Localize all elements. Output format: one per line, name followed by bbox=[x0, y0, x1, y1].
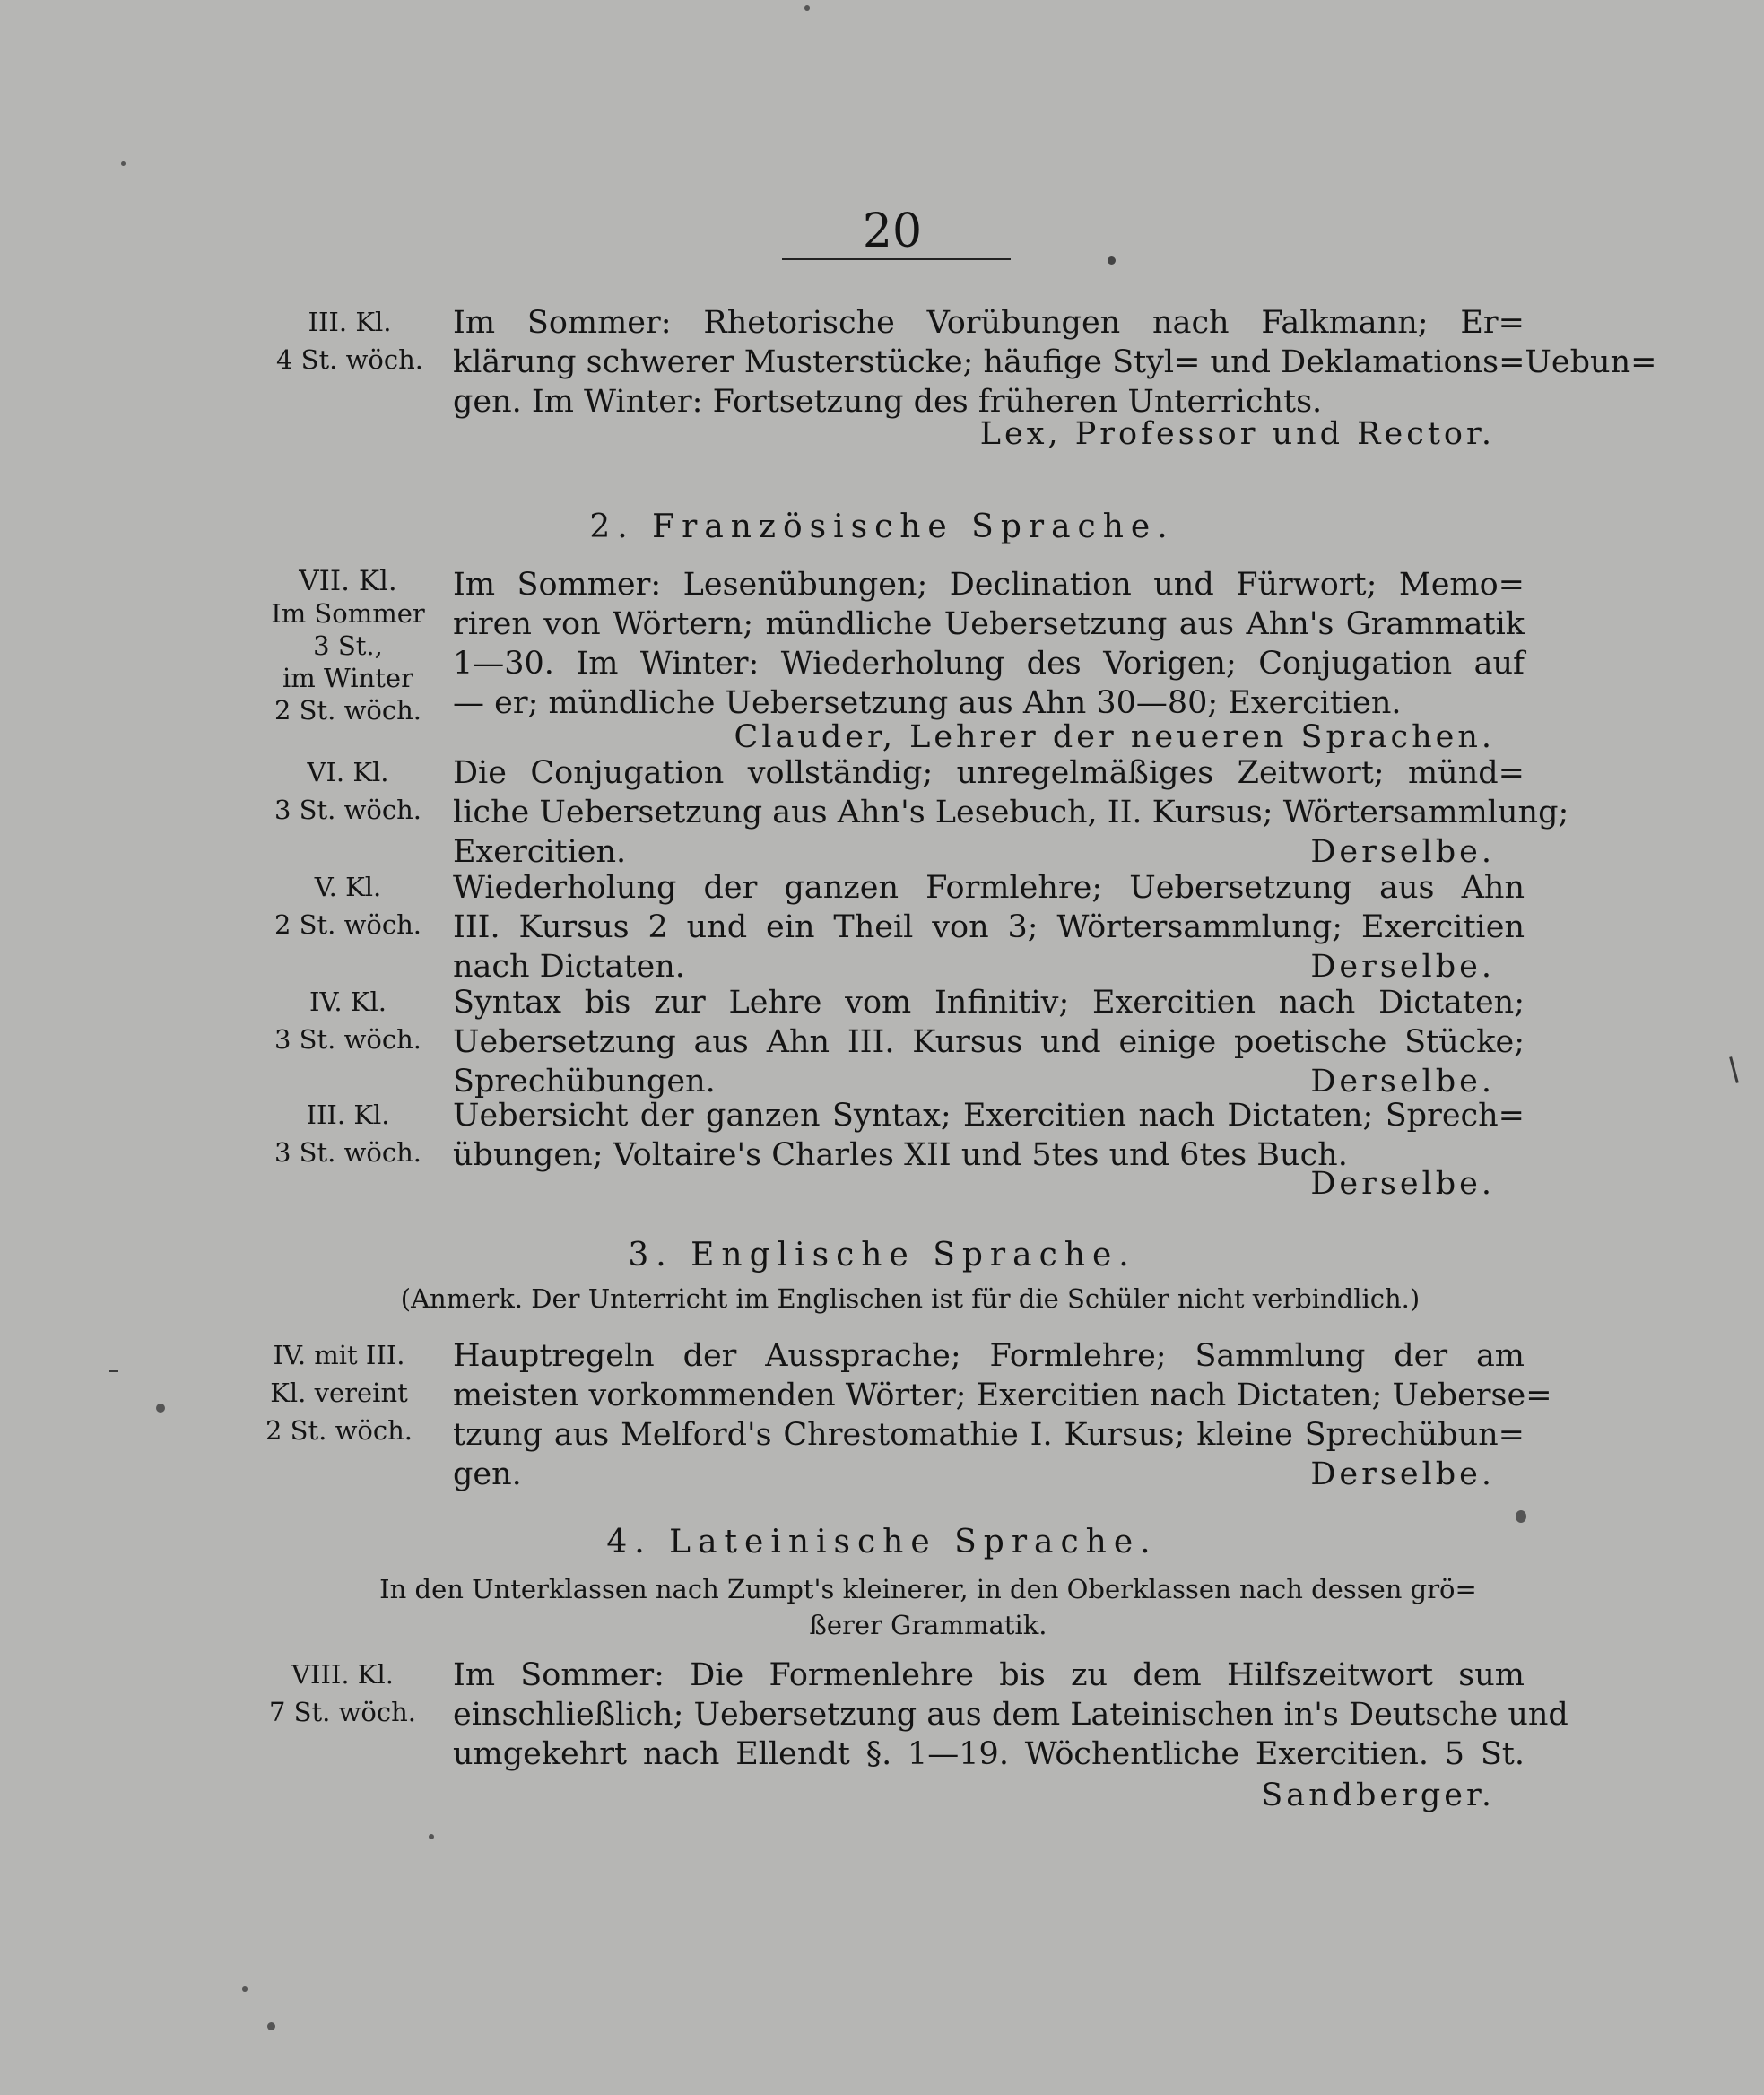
entry-text: Im Sommer: Die Formenlehre bis zu dem Hilfszeitwort sum einschließlich; Uebersetzung aus dem Lateinischen in's Deutsche und umgekehrt nach Ellendt §. 1—19. Wöchentliche Exercitien. 5 St. bbox=[453, 1657, 1568, 1772]
entry-text: Im Sommer: Rhetorische Vorübungen nach Falkmann; Er= klärung schwerer Musterstücke; häufige Styl= und Deklamations=Uebun= gen. Im Winter: Fortsetzung des früheren Unterrichts. bbox=[453, 305, 1657, 420]
entry-signature: Clauder, Lehrer der neueren Sprachen. bbox=[734, 719, 1495, 755]
section-note: In den Unterklassen nach Zumpt's kleinerer, in den Oberklassen nach dessen grö= ßerer Grammatik. bbox=[379, 1574, 1477, 1640]
entry-signature: Derselbe. bbox=[1310, 1166, 1495, 1202]
entry-label: V. Kl. 2 St. wöch. bbox=[274, 872, 422, 940]
entry-label: IV. Kl. 3 St. wöch. bbox=[274, 987, 422, 1055]
section-heading-french: 2. Französische Sprache. bbox=[589, 509, 1175, 545]
entry-text: Die Conjugation vollständig; unregelmäßiges Zeitwort; münd= liche Uebersetzung aus Ahn's Lesebuch, II. Kursus; Wörtersammlung; Exercitien. bbox=[453, 755, 1569, 870]
print-dot bbox=[1108, 256, 1116, 265]
section-heading-english: 3. Englische Sprache. bbox=[628, 1237, 1136, 1274]
entry-text: Uebersicht der ganzen Syntax; Exercitien nach Dictaten; Sprech= übungen; Voltaire's Charles XII und 5tes und 6tes Buch. bbox=[453, 1098, 1525, 1173]
entry-signature: Derselbe. bbox=[1310, 834, 1495, 870]
paper-mark bbox=[109, 1370, 118, 1372]
entry-signature: Derselbe. bbox=[1310, 1456, 1495, 1492]
entry-label: VIII. Kl. 7 St. wöch. bbox=[268, 1659, 417, 1727]
page-number: 20 bbox=[862, 204, 923, 258]
paper-speck bbox=[429, 1834, 434, 1839]
paper-speck bbox=[804, 5, 810, 11]
entry-signature: Derselbe. bbox=[1310, 1064, 1495, 1100]
entry-text: Im Sommer: Lesenübungen; Declination und Fürwort; Memo= riren von Wörtern; mündliche Uebersetzung aus Ahn's Grammatik 1—30. Im Winter: Wiederholung des Vorigen; Conjugation auf — er; mündliche Uebersetzung aus Ahn 30—80; Exercitien. bbox=[453, 567, 1525, 721]
entry-signature: Derselbe. bbox=[1310, 949, 1495, 985]
paper-speck bbox=[242, 1986, 248, 1992]
entry-label: VII. Kl. Im Sommer 3 St., im Winter 2 St. wöch. bbox=[271, 565, 425, 726]
entry-signature: Lex, Professor und Rector. bbox=[979, 416, 1495, 452]
page-number-rule bbox=[782, 258, 1011, 260]
paper-speck bbox=[156, 1404, 165, 1413]
section-note: (Anmerk. Der Unterricht im Englischen ist für die Schüler nicht verbindlich.) bbox=[400, 1283, 1421, 1314]
entry-text: Hauptregeln der Aussprache; Formlehre; Sammlung der am meisten vorkommenden Wörter; Exercitien nach Dictaten; Ueberse= tzung aus Melford's Chrestomathie I. Kursus; kleine Sprechübun= gen. bbox=[453, 1338, 1552, 1492]
entry-label: IV. mit III. Kl. vereint 2 St. wöch. bbox=[265, 1340, 413, 1446]
entry-text: Wiederholung der ganzen Formlehre; Uebersetzung aus Ahn III. Kursus 2 und ein Theil von 3; Wörtersammlung; Exercitien nach Dictaten. bbox=[453, 870, 1525, 985]
paper-speck bbox=[1516, 1510, 1526, 1523]
entry-text: Syntax bis zur Lehre vom Infinitiv; Exercitien nach Dictaten; Uebersetzung aus Ahn III. Kursus und einige poetische Stücke; Sprechübungen. bbox=[453, 985, 1525, 1100]
paper-speck bbox=[121, 161, 126, 166]
entry-signature: Sandberger. bbox=[1261, 1778, 1495, 1813]
entry-label: III. Kl. 3 St. wöch. bbox=[274, 1100, 422, 1168]
entry-label: VI. Kl. 3 St. wöch. bbox=[274, 757, 422, 825]
paper-speck bbox=[267, 2022, 275, 2030]
section-heading-latin: 4. Lateinische Sprache. bbox=[606, 1524, 1158, 1560]
paper-mark bbox=[1729, 1056, 1739, 1083]
entry-label: III. Kl. 4 St. wöch. bbox=[275, 307, 424, 375]
